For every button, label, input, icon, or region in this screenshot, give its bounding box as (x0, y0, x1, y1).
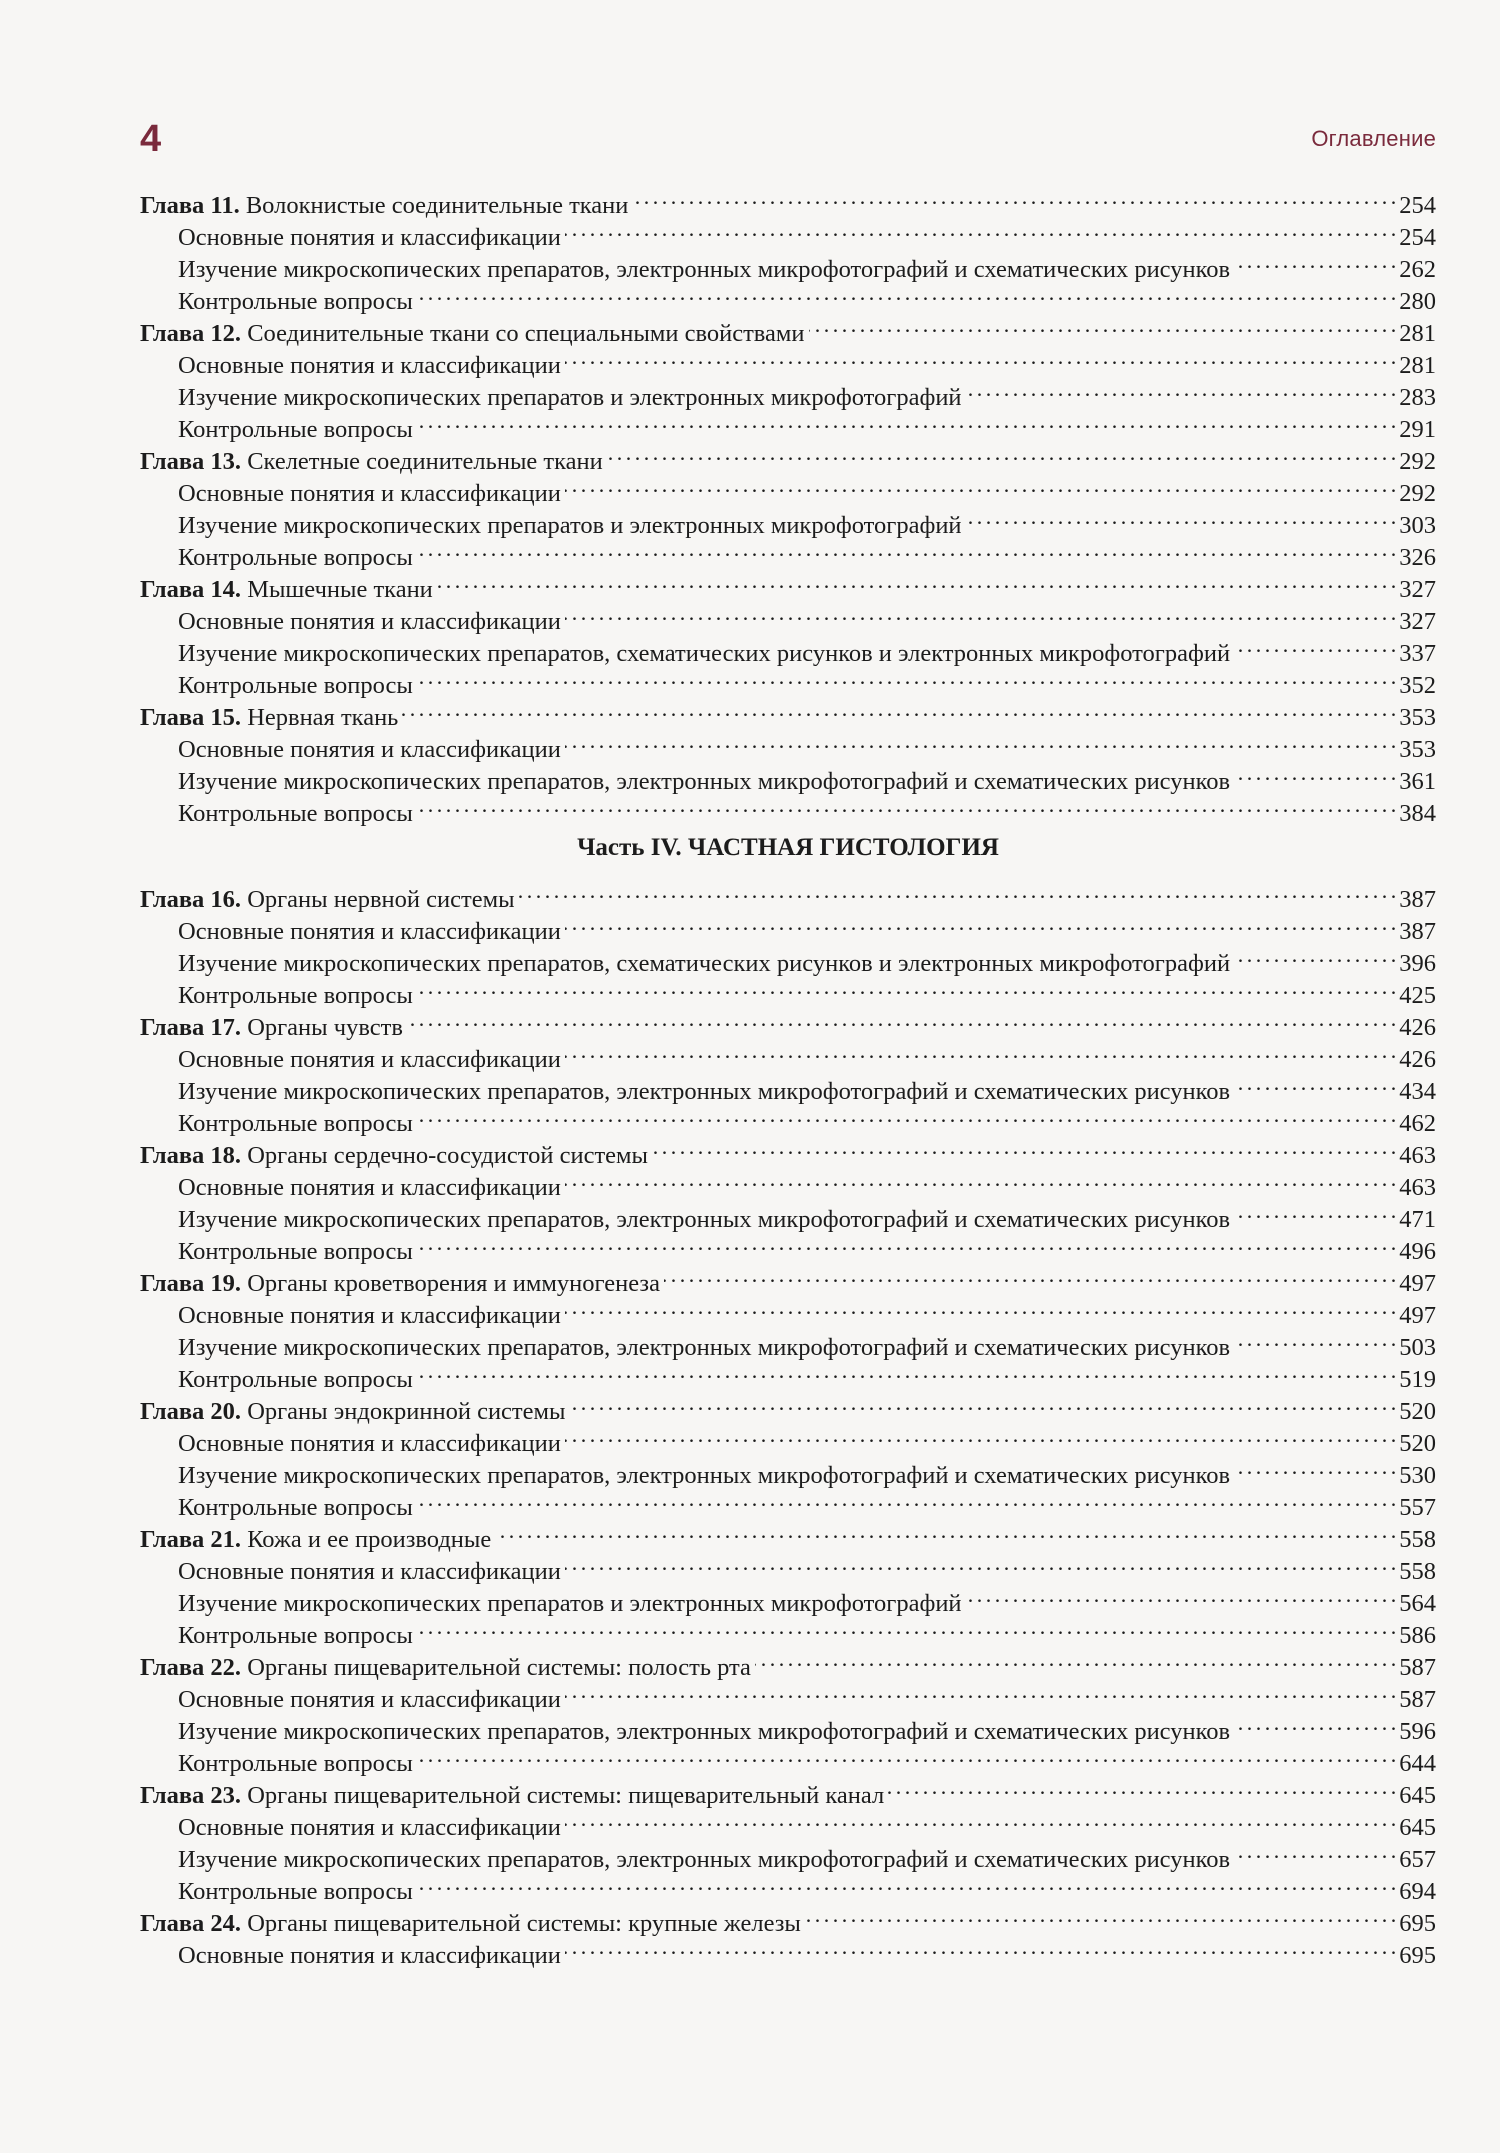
page-number: 4 (140, 118, 162, 160)
part-heading: Часть IV. ЧАСТНАЯ ГИСТОЛОГИЯ (577, 834, 999, 861)
dot-leader (565, 725, 1395, 757)
chapter-label: Глава 14. (140, 576, 242, 603)
page-reference: 283 (1399, 384, 1436, 411)
chapter-label: Глава 22. (140, 1654, 242, 1681)
page-reference: 387 (1399, 886, 1436, 913)
chapter-label: Глава 17. (140, 1014, 242, 1041)
toc-chapter-entry (140, 875, 1436, 913)
dot-leader (809, 309, 1396, 341)
section-title: Контрольные вопросы (178, 1750, 413, 1777)
dot-leader (417, 533, 1395, 565)
dot-leader (1234, 939, 1395, 971)
dot-leader (417, 405, 1395, 437)
chapter-label: Глава 21. (140, 1526, 242, 1553)
dot-leader (417, 1099, 1395, 1131)
dot-leader (1234, 1835, 1395, 1867)
page-reference: 558 (1399, 1558, 1436, 1585)
page-reference: 254 (1399, 224, 1436, 251)
page-reference: 262 (1399, 256, 1436, 283)
page-reference: 425 (1399, 982, 1436, 1009)
dot-leader (565, 907, 1395, 939)
chapter-label: Глава 24. (140, 1910, 242, 1937)
page-reference: 496 (1399, 1238, 1436, 1265)
page-reference: 463 (1399, 1174, 1436, 1201)
dot-leader (417, 277, 1395, 309)
dot-leader (565, 213, 1395, 245)
page-reference: 503 (1399, 1334, 1436, 1361)
dot-leader (565, 1035, 1395, 1067)
table-of-contents (140, 181, 1436, 1969)
dot-leader (569, 1387, 1395, 1419)
section-title: Изучение микроскопических препаратов, электронных микрофотографий и схематических рисунков (178, 1334, 1231, 1361)
section-title: Изучение микроскопических препаратов и электронных микрофотографий (178, 384, 962, 411)
page-reference: 281 (1399, 320, 1436, 347)
chapter-heading (140, 1524, 491, 1556)
page-reference: 426 (1399, 1014, 1436, 1041)
dot-leader (565, 1419, 1395, 1451)
chapter-title: Органы эндокринной системы (247, 1398, 566, 1425)
chapter-title: Органы нервной системы (247, 886, 515, 913)
section-title: Контрольные вопросы (178, 1366, 413, 1393)
section-title: Основные понятия и классификации (178, 736, 561, 763)
chapter-title: Органы чувств (247, 1014, 403, 1041)
page-reference: 695 (1399, 1910, 1436, 1937)
chapter-title: Мышечные ткани (247, 576, 433, 603)
page-reference: 463 (1399, 1142, 1436, 1169)
section-title: Основные понятия и классификации (178, 480, 561, 507)
chapter-heading (140, 1396, 565, 1428)
page-reference: 644 (1399, 1750, 1436, 1777)
dot-leader (805, 1899, 1395, 1931)
section-title: Изучение микроскопических препаратов, электронных микрофотографий и схематических рисунков (178, 256, 1231, 283)
section-title: Изучение микроскопических препаратов и электронных микрофотографий (178, 512, 962, 539)
dot-leader (888, 1771, 1395, 1803)
page-reference: 520 (1399, 1430, 1436, 1457)
page-reference: 695 (1399, 1942, 1436, 1969)
section-title: Основные понятия и классификации (178, 1302, 561, 1329)
dot-leader (519, 875, 1396, 907)
dot-leader (652, 1131, 1395, 1163)
dot-leader (1234, 1195, 1395, 1227)
chapter-heading (140, 1012, 403, 1044)
page-reference: 558 (1399, 1526, 1436, 1553)
page-reference: 497 (1399, 1270, 1436, 1297)
page-reference: 384 (1399, 800, 1436, 827)
section-title: Контрольные вопросы (178, 544, 413, 571)
chapter-label: Глава 20. (140, 1398, 242, 1425)
section-title: Основные понятия и классификации (178, 224, 561, 251)
dot-leader (417, 971, 1395, 1003)
section-title: Изучение микроскопических препаратов, схематических рисунков и электронных микрофотографий (178, 640, 1231, 667)
section-title: Изучение микроскопических препаратов, электронных микрофотографий и схематических рисунков (178, 1462, 1231, 1489)
section-title: Основные понятия и классификации (178, 1174, 561, 1201)
chapter-heading (140, 574, 433, 606)
section-title: Основные понятия и классификации (178, 1046, 561, 1073)
page-header (140, 118, 1436, 168)
section-title: Контрольные вопросы (178, 982, 413, 1009)
page-reference: 254 (1399, 192, 1436, 219)
dot-leader (417, 1867, 1395, 1899)
dot-leader (437, 565, 1395, 597)
dot-leader (966, 1579, 1396, 1611)
chapter-title: Соединительные ткани со специальными свойствами (247, 320, 805, 347)
dot-leader (966, 501, 1396, 533)
chapter-label: Глава 12. (140, 320, 242, 347)
chapter-title: Органы кроветворения и иммуногенеза (247, 1270, 660, 1297)
dot-leader (565, 1547, 1395, 1579)
page-reference: 326 (1399, 544, 1436, 571)
page-reference: 587 (1399, 1686, 1436, 1713)
dot-leader (1234, 1451, 1395, 1483)
page-reference: 462 (1399, 1110, 1436, 1137)
page-reference: 281 (1399, 352, 1436, 379)
section-title: Изучение микроскопических препаратов, схематических рисунков и электронных микрофотографий (178, 950, 1231, 977)
page-reference: 586 (1399, 1622, 1436, 1649)
dot-leader (565, 1291, 1395, 1323)
page-reference: 396 (1399, 950, 1436, 977)
chapter-title: Органы пищеварительной системы: пищеварительный канал (247, 1782, 885, 1809)
section-title: Основные понятия и классификации (178, 1814, 561, 1841)
page-reference: 303 (1399, 512, 1436, 539)
dot-leader (565, 469, 1395, 501)
dot-leader (1234, 757, 1395, 789)
page-reference: 337 (1399, 640, 1436, 667)
chapter-label: Глава 15. (140, 704, 242, 731)
dot-leader (417, 1483, 1395, 1515)
section-title: Контрольные вопросы (178, 672, 413, 699)
dot-leader (1234, 1707, 1395, 1739)
page-reference: 387 (1399, 918, 1436, 945)
chapter-title: Кожа и ее производные (247, 1526, 492, 1553)
chapter-label: Глава 11. (140, 192, 240, 219)
page-reference: 645 (1399, 1814, 1436, 1841)
dot-leader (966, 373, 1396, 405)
page-reference: 587 (1399, 1654, 1436, 1681)
page-reference: 280 (1399, 288, 1436, 315)
section-title: Контрольные вопросы (178, 1494, 413, 1521)
page-reference: 520 (1399, 1398, 1436, 1425)
chapter-title: Волокнистые соединительные ткани (245, 192, 629, 219)
page-reference: 353 (1399, 736, 1436, 763)
section-title: Контрольные вопросы (178, 288, 413, 315)
section-title: Изучение микроскопических препаратов и электронных микрофотографий (178, 1590, 962, 1617)
dot-leader (755, 1643, 1395, 1675)
section-title: Основные понятия и классификации (178, 608, 561, 635)
chapter-heading (140, 702, 398, 734)
section-title: Изучение микроскопических препаратов, электронных микрофотографий и схематических рисунков (178, 1206, 1231, 1233)
chapter-title: Органы сердечно-сосудистой системы (247, 1142, 649, 1169)
page-reference: 657 (1399, 1846, 1436, 1873)
section-title: Основные понятия и классификации (178, 1558, 561, 1585)
section-title: Контрольные вопросы (178, 1622, 413, 1649)
page-reference: 497 (1399, 1302, 1436, 1329)
section-title: Контрольные вопросы (178, 1110, 413, 1137)
dot-leader (417, 661, 1395, 693)
dot-leader (632, 181, 1395, 213)
section-title: Изучение микроскопических препаратов, электронных микрофотографий и схематических рисунков (178, 1846, 1231, 1873)
section-title: Основные понятия и классификации (178, 352, 561, 379)
page-reference: 353 (1399, 704, 1436, 731)
chapter-heading (140, 446, 603, 478)
dot-leader (407, 1003, 1395, 1035)
toc-chapter-entry (140, 181, 1436, 219)
dot-leader (607, 437, 1396, 469)
dot-leader (565, 597, 1395, 629)
chapter-label: Глава 23. (140, 1782, 242, 1809)
page-reference: 564 (1399, 1590, 1436, 1617)
section-title: Основные понятия и классификации (178, 1942, 561, 1969)
section-title: Изучение микроскопических препаратов, электронных микрофотографий и схематических рисунков (178, 1078, 1231, 1105)
page-reference: 557 (1399, 1494, 1436, 1521)
dot-leader (565, 1931, 1395, 1963)
page-reference: 291 (1399, 416, 1436, 443)
dot-leader (565, 341, 1395, 373)
dot-leader (664, 1259, 1395, 1291)
section-title: Основные понятия и классификации (178, 918, 561, 945)
dot-leader (417, 1227, 1395, 1259)
page-reference: 694 (1399, 1878, 1436, 1905)
dot-leader (1234, 1323, 1395, 1355)
dot-leader (565, 1163, 1395, 1195)
page-reference: 327 (1399, 576, 1436, 603)
page-reference: 519 (1399, 1366, 1436, 1393)
section-title: Контрольные вопросы (178, 1238, 413, 1265)
chapter-title: Органы пищеварительной системы: полость рта (247, 1654, 751, 1681)
chapter-heading (140, 884, 515, 916)
chapter-title: Нервная ткань (247, 704, 399, 731)
dot-leader (417, 789, 1395, 821)
page-reference: 352 (1399, 672, 1436, 699)
page-reference: 292 (1399, 448, 1436, 475)
running-title: Оглавление (1311, 126, 1436, 151)
dot-leader (417, 1355, 1395, 1387)
section-title: Изучение микроскопических препаратов, электронных микрофотографий и схематических рисунков (178, 1718, 1231, 1745)
dot-leader (565, 1675, 1395, 1707)
dot-leader (495, 1515, 1395, 1547)
chapter-title: Органы пищеварительной системы: крупные железы (247, 1910, 801, 1937)
section-title: Контрольные вопросы (178, 1878, 413, 1905)
dot-leader (1234, 245, 1395, 277)
page-reference: 596 (1399, 1718, 1436, 1745)
page-reference: 327 (1399, 608, 1436, 635)
section-title: Контрольные вопросы (178, 416, 413, 443)
section-title: Контрольные вопросы (178, 800, 413, 827)
section-title: Изучение микроскопических препаратов, электронных микрофотографий и схематических рисунков (178, 768, 1231, 795)
page-reference: 361 (1399, 768, 1436, 795)
page-reference: 292 (1399, 480, 1436, 507)
chapter-label: Глава 13. (140, 448, 242, 475)
chapter-label: Глава 16. (140, 886, 242, 913)
chapter-heading (140, 190, 628, 222)
dot-leader (417, 1739, 1395, 1771)
dot-leader (417, 1611, 1395, 1643)
dot-leader (1234, 1067, 1395, 1099)
page-reference: 426 (1399, 1046, 1436, 1073)
section-title: Основные понятия и классификации (178, 1430, 561, 1457)
chapter-label: Глава 19. (140, 1270, 242, 1297)
chapter-title: Скелетные соединительные ткани (247, 448, 603, 475)
page-reference: 645 (1399, 1782, 1436, 1809)
page-reference: 530 (1399, 1462, 1436, 1489)
dot-leader (1234, 629, 1395, 661)
page-reference: 434 (1399, 1078, 1436, 1105)
section-title: Основные понятия и классификации (178, 1686, 561, 1713)
chapter-label: Глава 18. (140, 1142, 242, 1169)
dot-leader (565, 1803, 1395, 1835)
dot-leader (402, 693, 1395, 725)
page-reference: 471 (1399, 1206, 1436, 1233)
